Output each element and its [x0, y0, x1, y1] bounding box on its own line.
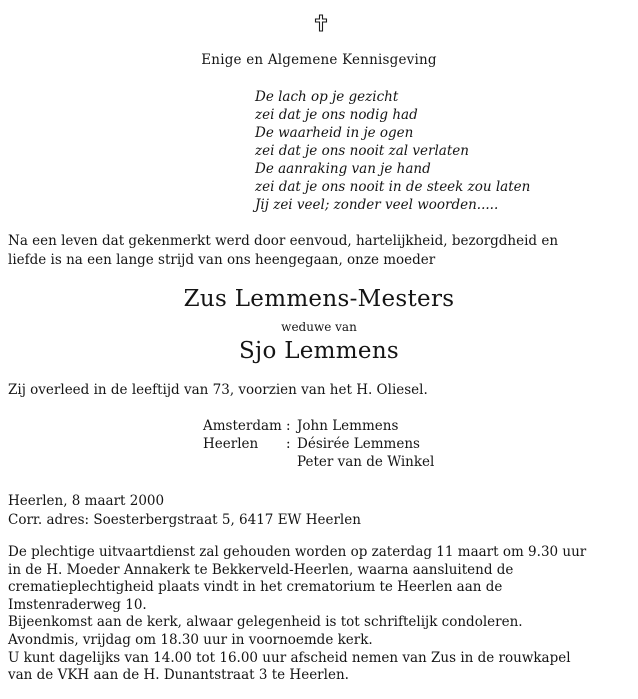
place-date: Heerlen, 8 maart 2000 [8, 493, 165, 509]
poem-line: zei dat je ons nooit zal verlaten [255, 143, 469, 159]
service-details [8, 544, 586, 685]
correspondence-address: Corr. adres: Soesterbergstraat 5, 6417 EW Heerlen [8, 512, 361, 528]
widow-of-label: weduwe van [281, 320, 357, 334]
poem-line: zei dat je ons nooit in de steek zou laten [255, 179, 531, 195]
deceased-name: Zus Lemmens-Mesters [183, 286, 455, 312]
family-member: Peter van de Winkel [297, 454, 435, 470]
cross-icon [314, 14, 328, 32]
service-line: Bijeenkomst aan de kerk, alwaar gelegenheid is tot schriftelijk condoleren. [8, 614, 523, 631]
poem-line: De waarheid in je ogen [255, 125, 414, 141]
intro-line: Na een leven dat gekenmerkt werd door eenvoud, hartelijkheid, bezorgdheid en [8, 233, 559, 249]
family-member: John Lemmens [297, 418, 399, 434]
poem-line: zei dat je ons nodig had [255, 107, 418, 123]
family-place: Heerlen [203, 436, 259, 452]
poem [255, 88, 530, 214]
death-statement: Zij overleed in de leeftijd van 73, voorzien van het H. Oliesel. [8, 382, 428, 398]
service-line: crematieplechtigheid plaats vindt in het crematorium te Heerlen aan de [8, 579, 503, 596]
notice-heading: Enige en Algemene Kennisgeving [201, 52, 437, 68]
family-member: Désirée Lemmens [297, 436, 420, 452]
family-place: Amsterdam [203, 418, 282, 434]
service-line: De plechtige uitvaartdienst zal gehouden worden op zaterdag 11 maart om 9.30 uur [8, 544, 587, 560]
family-colon: : [286, 436, 291, 452]
intro-line: liefde is na een lange strijd van ons heengegaan, onze moeder [8, 252, 436, 268]
intro-paragraph [8, 232, 558, 270]
service-line: van de VKH aan de H. Dunantstraat 3 te Heerlen. [8, 667, 349, 684]
poem-line: Jij zei veel; zonder veel woorden..... [255, 197, 499, 213]
service-line: in de H. Moeder Annakerk te Bekkerveld-Heerlen, waarna aansluitend de [8, 561, 514, 578]
poem-line: De aanraking van je hand [255, 161, 431, 177]
spouse-name: Sjo Lemmens [238, 338, 400, 364]
place-date-block [8, 492, 361, 530]
service-line: Avondmis, vrijdag om 18.30 uur in voornoemde kerk. [8, 631, 373, 648]
service-line: Imstenraderweg 10. [8, 596, 147, 613]
service-line: U kunt dagelijks van 14.00 tot 16.00 uur afscheid nemen van Zus in de rouwkapel [8, 649, 571, 666]
family-colon: : [286, 418, 291, 434]
poem-line: De lach op je gezicht [255, 89, 399, 105]
